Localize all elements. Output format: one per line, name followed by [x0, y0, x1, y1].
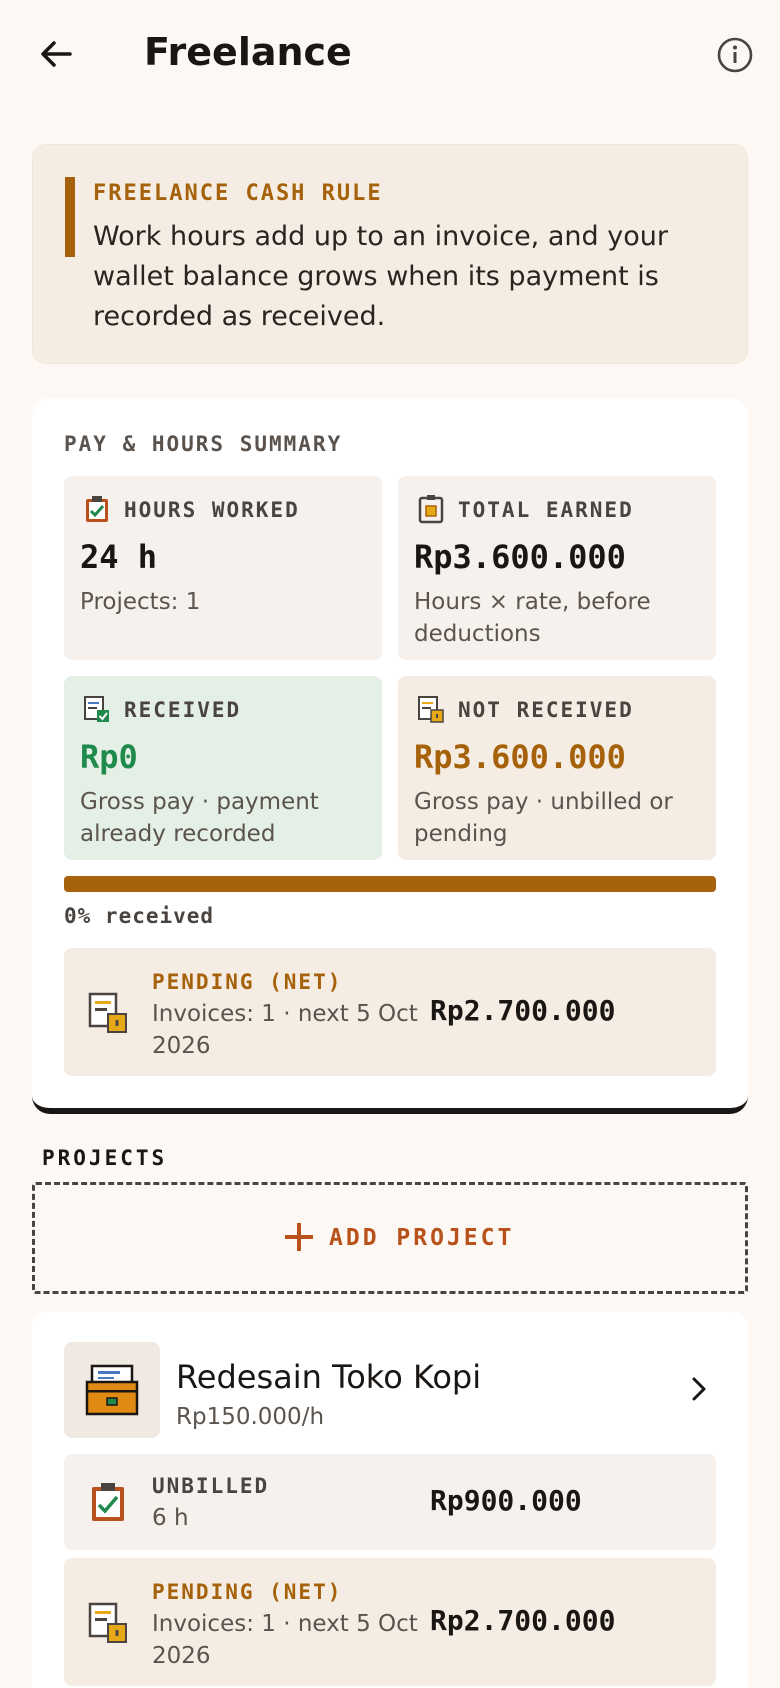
- cash-register-icon: [84, 1364, 140, 1416]
- total-earned-sub: Hours × rate, before deductions: [414, 589, 651, 647]
- project-avatar: [64, 1342, 160, 1438]
- project-pending-sub: Invoices: 1 · next 5 Oct 2026: [152, 1611, 418, 1669]
- total-earned-value: Rp3.600.000: [414, 538, 626, 576]
- received-value: Rp0: [80, 738, 138, 776]
- project-pending-value: Rp2.700.000: [430, 1604, 616, 1637]
- hours-worked-value: 24 h: [80, 538, 158, 576]
- not-received-label: NOT RECEIVED: [458, 698, 634, 722]
- received-progress-bar: [64, 876, 716, 892]
- rule-kicker: FREELANCE CASH RULE: [93, 181, 383, 206]
- pending-net-label: PENDING (NET): [152, 970, 343, 994]
- chevron-right-icon[interactable]: [684, 1374, 714, 1404]
- plus-icon: [281, 1219, 317, 1255]
- add-project-label: ADD PROJECT: [329, 1225, 515, 1251]
- pending-net-row[interactable]: [64, 948, 716, 1076]
- received-tile: [64, 676, 382, 860]
- not-received-tile: [398, 676, 716, 860]
- page-title: Freelance: [144, 30, 352, 74]
- unbilled-value: Rp900.000: [430, 1484, 582, 1517]
- total-earned-tile: [398, 476, 716, 660]
- summary-kicker: PAY & HOURS SUMMARY: [64, 432, 343, 456]
- invoice-lock-icon: [86, 1600, 130, 1644]
- pending-net-sub: Invoices: 1 · next 5 Oct 2026: [152, 1001, 418, 1059]
- received-sub: Gross pay · payment already recorded: [80, 789, 319, 847]
- pay-hours-summary-card: [32, 398, 748, 1114]
- hours-worked-tile: [64, 476, 382, 660]
- pending-net-value: Rp2.700.000: [430, 994, 616, 1027]
- project-rate: Rp150.000/h: [176, 1404, 325, 1430]
- arrow-left-icon[interactable]: [36, 34, 76, 74]
- info-icon[interactable]: [716, 36, 754, 74]
- project-pending-label: PENDING (NET): [152, 1580, 343, 1604]
- project-unbilled-row[interactable]: [64, 1454, 716, 1550]
- not-received-value: Rp3.600.000: [414, 738, 626, 776]
- received-progress-text: 0% received: [64, 904, 215, 928]
- hours-worked-label: HOURS WORKED: [124, 498, 300, 522]
- clipboard-check-icon: [82, 494, 112, 524]
- project-pending-row[interactable]: [64, 1558, 716, 1686]
- rule-accent-bar: [65, 177, 75, 257]
- rule-text: Work hours add up to an invoice, and your wallet balance grows when its payment is recorded as received.: [93, 221, 668, 332]
- clipboard-check-icon: [86, 1480, 130, 1524]
- unbilled-hours: 6 h: [152, 1505, 189, 1531]
- received-label: RECEIVED: [124, 698, 242, 722]
- projects-heading: PROJECTS: [42, 1146, 168, 1170]
- project-card[interactable]: [32, 1312, 748, 1688]
- invoice-check-icon: [82, 694, 112, 724]
- invoice-lock-icon: [416, 694, 446, 724]
- invoice-lock-icon: [86, 990, 130, 1034]
- add-project-button[interactable]: [32, 1182, 748, 1294]
- not-received-sub: Gross pay · unbilled or pending: [414, 789, 673, 847]
- hours-worked-sub: Projects: 1: [80, 589, 201, 615]
- coin-icon: [416, 494, 446, 524]
- cash-rule-card: [32, 144, 748, 364]
- project-name: Redesain Toko Kopi: [176, 1358, 482, 1396]
- total-earned-label: TOTAL EARNED: [458, 498, 634, 522]
- unbilled-label: UNBILLED: [152, 1474, 270, 1498]
